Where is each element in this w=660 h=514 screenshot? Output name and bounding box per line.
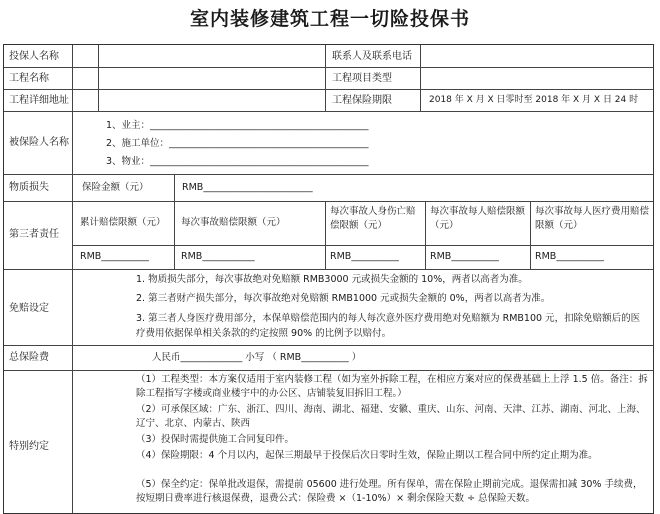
deductible-item: 3. 第三者人身医疗费用部分，本保单赔偿范围内的每人每次意外医疗费用绝对免赔额为 RMB100 元，扣除免赔额后的医疗费用依据保单相关条款的约定按照 90% 的比例予以赔付。 — [136, 313, 641, 339]
insured-amount-rmb: RMB_______________________ — [182, 182, 313, 193]
document-title: 室内装修建筑工程一切险投保书 — [189, 8, 470, 30]
insured-owner: 1、业主：______________________________________________ — [106, 120, 369, 131]
tp-value-per-accident: RMB___________ — [181, 251, 255, 262]
tp-header-cumulative: 累计赔偿限额（元） — [80, 217, 166, 228]
special-term-item: （3）投保时需提供施工合同复印件。 — [136, 434, 295, 445]
insured-property-mgmt: 3、物业：______________________________________________ — [106, 156, 369, 167]
special-term-item: （2）可承保区域：广东、浙江、四川、海南、湖北、福建、安徽、重庆、山东、河南、天津、江苏、湖南、河北、上海、辽宁、北京、内蒙古、陕西 — [136, 404, 646, 429]
project-address-label: 工程详细地址 — [9, 95, 69, 106]
third-party-label: 第三者责任 — [9, 229, 59, 240]
tp-value-bodily-injury: RMB__________ — [330, 251, 399, 262]
insurance-form-table — [3, 44, 654, 514]
tp-value-medical: RMB__________ — [535, 251, 604, 262]
insured-contractor: 2、施工单位：__________________________________________ — [106, 138, 369, 149]
insured-name-label: 被保险人名称 — [9, 137, 69, 148]
tp-header-per-person: 每次事故每人赔偿限额（元） — [430, 206, 526, 231]
special-term-item: （4）保险期限：4 个月以内，起保三期最早于投保后次日零时生效，保险止期以工程合同中所约定止期为准。 — [136, 450, 598, 461]
total-premium-label: 总保险费 — [9, 352, 49, 363]
tp-header-bodily-injury: 每次事故人身伤亡赔偿限额（元） — [330, 206, 416, 231]
contact-phone-label: 联系人及联系电话 — [332, 51, 412, 62]
deductible-item: 1. 物质损失部分，每次事故绝对免赔额 RMB3000 元或损失金额的 10%，两者以高者为准。 — [136, 274, 528, 285]
special-term-item: （5）保全约定：保单批改退保，需提前 05600 进行处理。所有保单，需在保险止期前完成。退保需扣减 30% 手续费，按短期日费率进行核退保费，退费公式：保险费 ×（1-10%）× 剩余保险天数 ÷ 总保险天数。 — [136, 479, 643, 504]
special-terms-label: 特别约定 — [9, 441, 49, 452]
project-name-label: 工程名称 — [9, 73, 49, 84]
insured-amount-label: 保险金额（元） — [82, 182, 149, 193]
applicant-name-label: 投保人名称 — [9, 51, 59, 62]
project-type-label: 工程项目类型 — [332, 73, 392, 84]
insurance-period-label: 工程保险期限 — [332, 95, 392, 106]
deductible-item: 2. 第三者财产损失部分，每次事故绝对免赔额 RMB1000 元或损失金额的 0%，两者以高者为准。 — [136, 293, 551, 304]
premium-rmb-line: 人民币_____________ 小写 （ RMB__________ ） — [152, 352, 362, 363]
insurance-period-value: 2018 年 X 月 X 日零时至 2018 年 X 月 X 日 24 时 — [429, 95, 639, 105]
special-term-item: （1）工程类型：本方案仅适用于室内装修工程（如为室外拆除工程，在相应方案对应的保费基础上上浮 1.5 倍。备注：拆除工程指写字楼或商业楼宇中的办公区、店铺装复旧拆旧工程。） — [136, 374, 648, 399]
tp-value-per-person: RMB__________ — [430, 251, 499, 262]
tp-value-cumulative: RMB__________ — [80, 251, 149, 262]
tp-header-per-accident: 每次事故赔偿限额（元） — [181, 217, 286, 228]
property-loss-label: 物质损失 — [9, 182, 49, 193]
tp-header-medical: 每次事故每人医疗费用赔偿限额（元） — [535, 206, 650, 231]
deductible-label: 免赔设定 — [9, 303, 49, 314]
